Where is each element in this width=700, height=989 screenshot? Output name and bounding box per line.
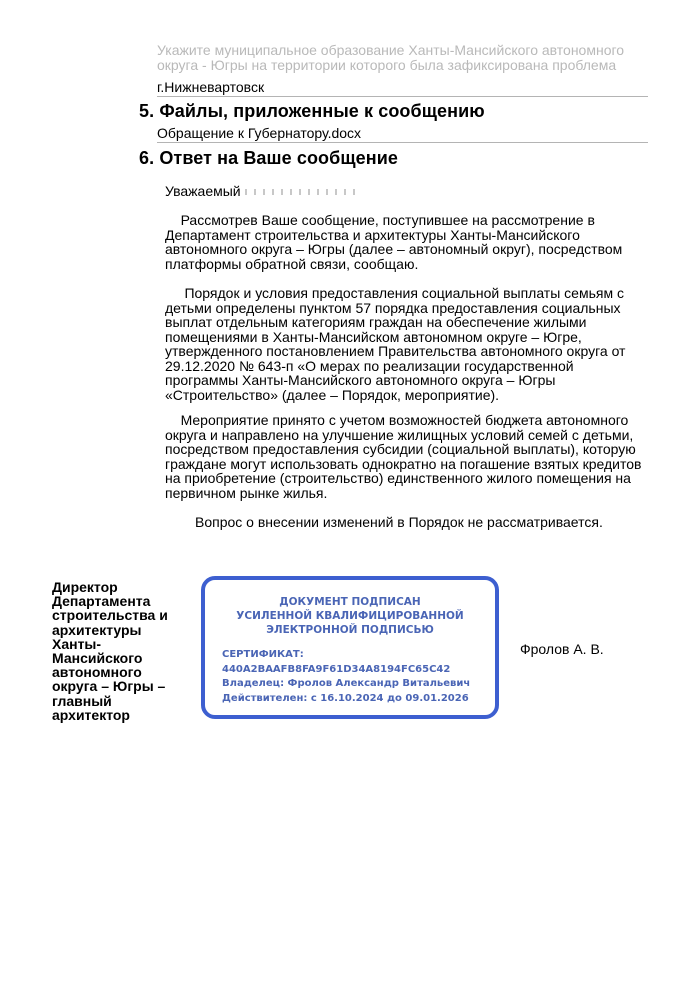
redacted-name <box>245 189 357 195</box>
certificate-label: СЕРТИФИКАТ: <box>222 649 304 660</box>
certificate-validity: Действителен: с 16.10.2024 до 09.01.2026 <box>222 692 469 704</box>
municipality-value: г.Нижневартовск <box>157 79 648 97</box>
greeting-text: Уважаемый <box>165 183 241 199</box>
stamp-title-line: ДОКУМЕНТ ПОДПИСАН <box>279 596 421 608</box>
stamp-details <box>222 648 470 706</box>
certificate-owner: Владелец: Фролов Александр Витальевич <box>222 678 471 689</box>
answer-closing: Вопрос о внесении изменений в Порядок не рассматривается. <box>195 514 603 530</box>
answer-paragraph-2 <box>165 286 643 402</box>
certificate-number: 440A2BAAFB8FA9F61D34A8194FC65C42 <box>222 663 451 675</box>
files-section-heading: 5. Файлы, приложенные к сообщению <box>139 101 485 121</box>
signer-position: Директор Департамента строительства и архитектуры Ханты-Мансийского автономного округа – Югры – главный архитектор <box>52 579 168 723</box>
stamp-title-line: УСИЛЕННОЙ КВАЛИФИЦИРОВАННОЙ <box>236 610 464 622</box>
answer-section-heading: 6. Ответ на Ваше сообщение <box>139 148 399 168</box>
answer-paragraph-3 <box>165 412 646 501</box>
paragraph-text: Мероприятие принято с учетом возможностей бюджета автономного округа и направлено на улучшение жилищных условий семей с детьми, посредством предоставления субсидии (социальной выплаты), которую граждане могут использовать однократно на погашение взятых кредитов на приобретение (строительство) единственного жилого помещения на первичном рынке жилья. <box>165 412 646 501</box>
paragraph-text: Порядок и условия предоставления социальной выплаты семьям с детьми определены пунктом 57 порядка предоставления социальных выплат отдельным категориям граждан на обеспечение жилыми помещениями в Ханты-Мансийском автономном округе – Югре, утвержденного постановлением Правительства автономного округа от 29.12.2020 № 643-п «О мерах по реализации государственной программы Ханты-Мансийского автономного округа – Югры «Строительство» (далее – Порядок, мероприятие). <box>165 285 630 403</box>
signer-name: Фролов А. В. <box>520 641 604 657</box>
attached-file-name[interactable]: Обращение к Губернатору.docx <box>157 125 648 143</box>
answer-paragraph-1 <box>165 213 643 271</box>
greeting <box>165 183 357 199</box>
stamp-title <box>205 595 495 637</box>
electronic-signature-stamp <box>201 576 499 719</box>
stamp-title-line: ЭЛЕКТРОННОЙ ПОДПИСЬЮ <box>266 624 434 636</box>
paragraph-text: Рассмотрев Ваше сообщение, поступившее на рассмотрение в Департамент строительства и архитектуры Ханты-Мансийского автономного округа – Югры (далее – автономный округ), посредством платформы обратной связи, сообщаю. <box>165 212 627 272</box>
municipality-hint: Укажите муниципальное образование Ханты-Мансийского автономного округа - Югры на территории которого была зафиксирована проблема <box>157 42 625 73</box>
